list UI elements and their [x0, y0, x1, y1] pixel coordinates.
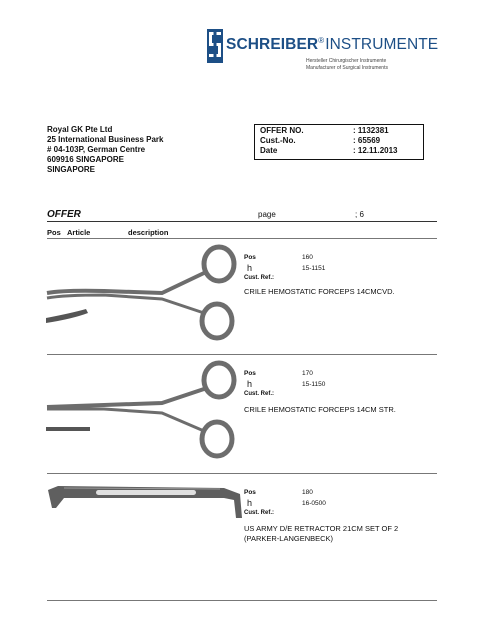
cust-no-label: Cust.-No.: [260, 136, 296, 145]
item-unit-label: h: [247, 379, 253, 389]
schreiber-logo-icon: [207, 29, 223, 63]
offer-no-value: : 1132381: [353, 126, 389, 135]
retractor-image: [44, 478, 246, 520]
item-rule: [47, 473, 437, 474]
item-article-number: 16-0500: [302, 500, 326, 507]
offer-info-box: [254, 124, 424, 160]
item-description: US ARMY D/E RETRACTOR 21CM SET OF 2: [244, 524, 399, 533]
item-description-line2: (PARKER-LANGENBECK): [244, 534, 334, 543]
brand-tagline-en: Manufacturer of Surgical Instruments: [306, 65, 388, 71]
straight-forceps-image: [44, 357, 240, 459]
date-value: : 12.11.2013: [353, 146, 398, 155]
address-company: Royal GK Pte Ltd: [47, 125, 113, 134]
address-line1: 25 International Business Park: [47, 135, 164, 144]
item-cust-ref-label: Cust. Ref.:: [244, 510, 274, 516]
item-pos-label: Pos: [244, 370, 256, 377]
item-pos-number: 180: [302, 489, 313, 496]
item-unit-label: h: [247, 498, 253, 508]
item-pos-label: Pos: [244, 489, 256, 496]
address-country: SINGAPORE: [47, 165, 96, 174]
curved-forceps-image: [44, 241, 240, 343]
heading-rule: [47, 221, 437, 222]
offer-title: OFFER: [47, 209, 81, 220]
item-pos-number: 160: [302, 254, 313, 261]
item-description: CRILE HEMOSTATIC FORCEPS 14CM STR.: [244, 405, 396, 414]
offer-no-label: OFFER NO.: [260, 126, 304, 135]
item-unit-label: h: [247, 263, 253, 273]
item-pos-number: 170: [302, 370, 313, 377]
item-description: CRILE HEMOSTATIC FORCEPS 14CMCVD.: [244, 287, 395, 296]
page-label: page: [258, 210, 276, 219]
item-cust-ref-label: Cust. Ref.:: [244, 275, 274, 281]
columns-rule: [47, 238, 437, 239]
item-pos-label: Pos: [244, 254, 256, 261]
column-article: Article: [67, 228, 91, 237]
brand-name: SCHREIBER®INSTRUMENTE: [226, 36, 439, 54]
page-number: ; 6: [355, 210, 364, 219]
brand-tagline-de: Hersteller Chirurgischer Instrumente: [306, 58, 387, 64]
item-cust-ref-label: Cust. Ref.:: [244, 391, 274, 397]
cust-no-value: : 65569: [353, 136, 381, 145]
item-rule: [47, 354, 437, 355]
footer-rule: [47, 600, 437, 601]
item-article-number: 15-1151: [302, 265, 326, 272]
date-label: Date: [260, 146, 278, 155]
address-line2: # 04-103P, German Centre: [47, 145, 146, 154]
item-article-number: 15-1150: [302, 381, 326, 388]
address-line3: 609916 SINGAPORE: [47, 155, 124, 164]
column-description: description: [128, 228, 169, 237]
column-pos: Pos: [47, 228, 61, 237]
